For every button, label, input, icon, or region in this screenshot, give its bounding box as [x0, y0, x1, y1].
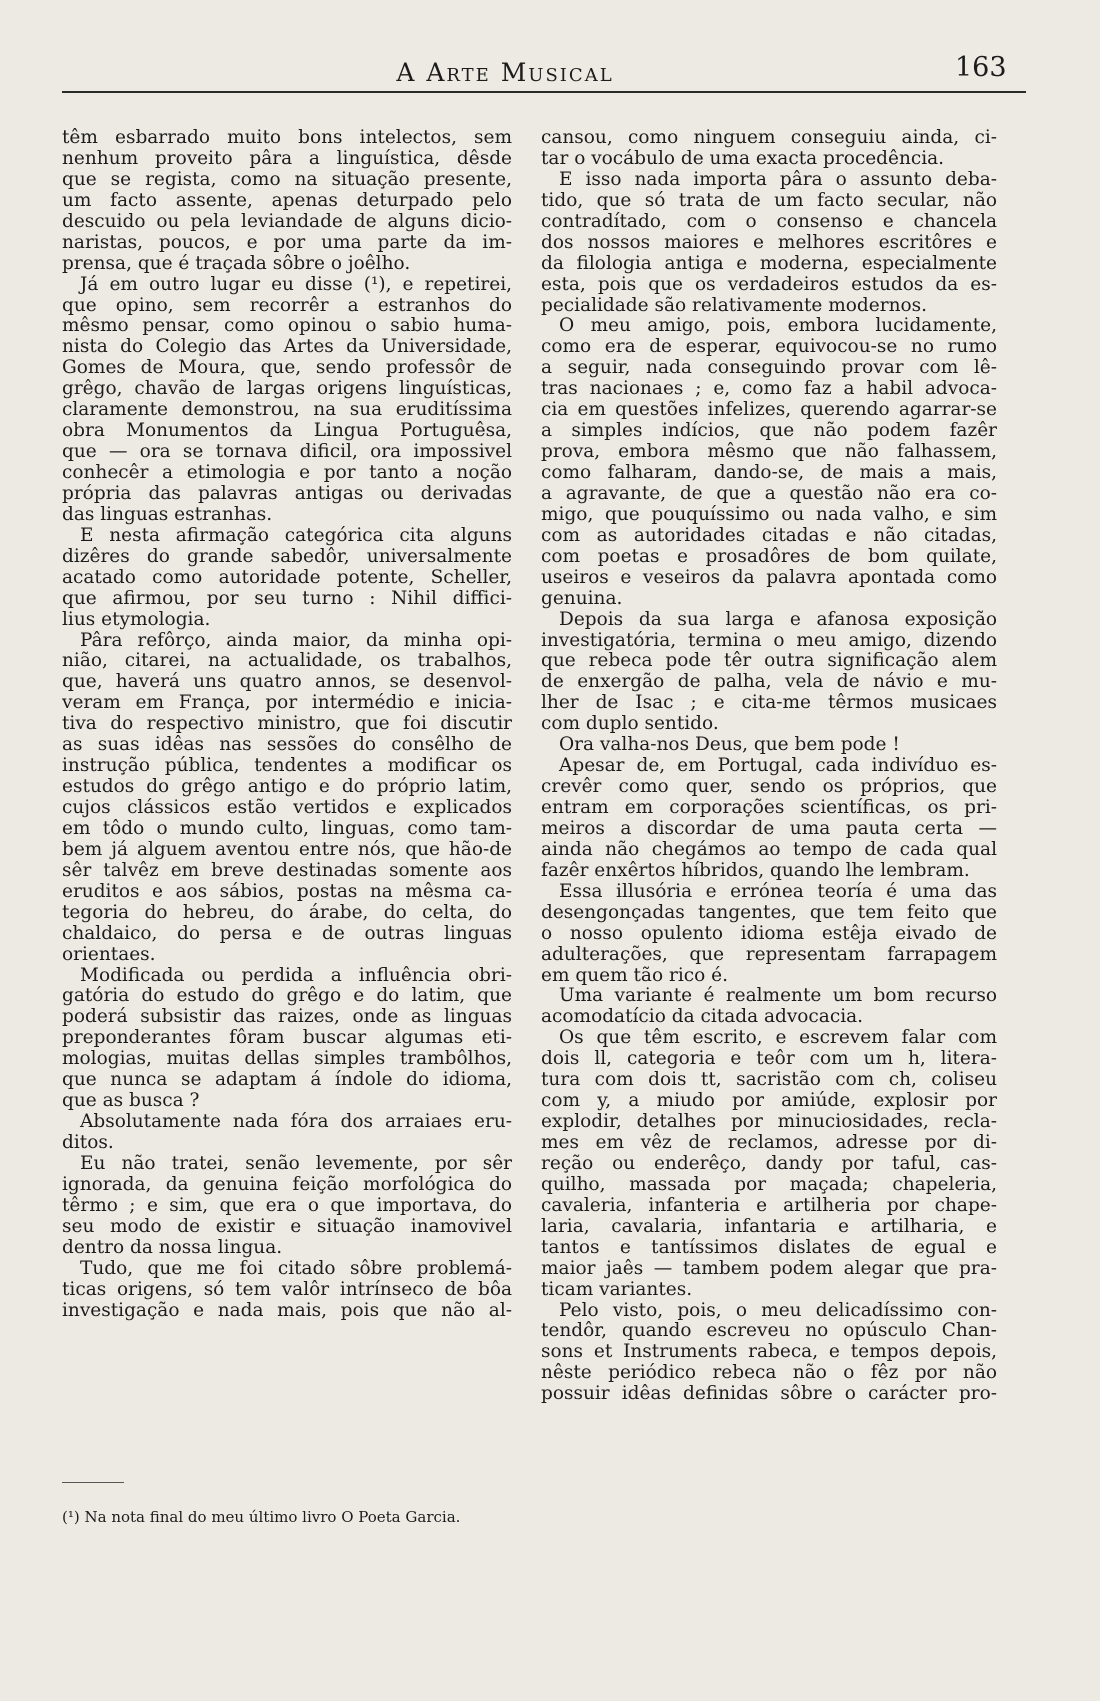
text-line: investigação e nada mais, pois que não al- — [62, 1300, 512, 1321]
text-line: dizêres do grande sabedôr, universalmente — [62, 546, 512, 567]
text-line: mologias, muitas dellas simples trambôlhos, — [62, 1049, 512, 1070]
text-line: crevêr como quer, sendo os próprios, que — [541, 777, 997, 798]
header-rule — [62, 91, 1026, 93]
text-line: com duplo sentido. — [541, 714, 719, 735]
text-line: prova, embora mêsmo que não falhassem, — [541, 442, 997, 463]
text-line: Ora valha-nos Deus, que bem pode ! — [559, 735, 900, 756]
text-line: esta, pois que os verdadeiros estudos da es- — [541, 274, 997, 295]
text-line: tegoria do hebreu, do árabe, do celta, do — [62, 902, 512, 923]
text-line: a simples indícios, que não podem fazêr — [541, 421, 997, 442]
page-number: 163 — [955, 52, 1007, 83]
text-line: Gomes de Moura, que, sendo professôr de — [62, 358, 512, 379]
text-line: pecialidade são relativamente modernos. — [541, 295, 927, 316]
text-line: lius etymologia. — [62, 609, 211, 630]
text-line: o nosso opulento idioma estêja eivado de — [541, 923, 997, 944]
text-line: useiros e veseiros da palavra apontada como — [541, 567, 997, 588]
text-line: que nunca se adaptam á índole do idioma, — [62, 1070, 512, 1091]
text-line: chaldaico, do persa e de outras linguas — [62, 923, 512, 944]
text-line: tras nacionaes ; e, como faz a habil advoca- — [541, 379, 997, 400]
text-line: ticas origens, só tem valôr intrínseco de bôa — [62, 1279, 512, 1300]
text-line: ticam variantes. — [541, 1279, 693, 1300]
text-line: que — ora se tornava dificil, ora impossivel — [62, 442, 512, 463]
text-line: Pâra refôrço, ainda maior, da minha opi- — [80, 630, 512, 651]
text-line: preponderantes fôram buscar algumas eti- — [62, 1028, 512, 1049]
text-line: estudos do grêgo antigo e do próprio latim, — [62, 777, 512, 798]
text-line: descuido ou pela leviandade de alguns dicio- — [62, 211, 512, 232]
text-line: Depois da sua larga e afanosa exposição — [559, 609, 997, 630]
text-line: das linguas estranhas. — [62, 504, 273, 525]
text-line: Tudo, que me foi citado sôbre problemá- — [80, 1258, 512, 1279]
text-line: a agravante, de que a questão não era co- — [541, 483, 997, 504]
text-line: lher de Isac ; e cita-me têrmos musicaes — [541, 693, 997, 714]
text-line: mes em vêz de reclamos, adresse por di- — [541, 1133, 997, 1153]
text-line: própria das palavras antigas ou derivadas — [62, 483, 512, 504]
footnote-rule — [62, 1482, 124, 1483]
text-line: Essa illusória e errónea teoría é uma das — [559, 881, 997, 902]
text-line: tura com dois tt, sacristão com ch, coliseu — [541, 1070, 997, 1091]
text-line: ditos. — [62, 1133, 114, 1153]
text-line: obra Monumentos da Lingua Portuguêsa, — [62, 421, 512, 442]
text-line: conhecêr a etimologia e por tanto a noção — [62, 463, 512, 483]
text-line: nista do Colegio das Artes da Universidade, — [62, 337, 512, 358]
text-line: cavaleria, infanteria e artilheria por chape- — [541, 1195, 997, 1216]
text-line: dentro da nossa lingua. — [62, 1237, 283, 1258]
text-line: poderá subsistir das raizes, onde as linguas — [62, 1007, 512, 1028]
text-line: cujos clássicos estão vertidos e explicados — [62, 798, 512, 818]
text-line: cansou, como ninguem conseguiu ainda, ci- — [541, 128, 997, 148]
text-line: tantos e tantíssimos dislates de egual e — [541, 1237, 997, 1258]
text-line: em tôdo o mundo culto, linguas, como tam- — [62, 818, 512, 839]
text-line: Os que têm escrito, e escrevem falar com — [559, 1028, 997, 1049]
text-line: que afirmou, por seu turno : Nihil diffici- — [62, 588, 512, 609]
text-line: quilho, massada por maçada; chapeleria, — [541, 1174, 997, 1195]
text-line: investigatória, termina o meu amigo, dizendo — [541, 630, 997, 651]
text-line: adulterações, que representam farrapagem — [541, 944, 997, 965]
text-line: tendôr, quando escreveu no opúsculo Chan- — [541, 1321, 997, 1342]
text-line: explodir, detalhes por minuciosidades, recla- — [541, 1112, 997, 1133]
text-line: orientaes. — [62, 944, 156, 965]
text-line: seu modo de existir e situação inamovivel — [62, 1216, 512, 1237]
text-line: instrução pública, tendentes a modificar os — [62, 756, 512, 777]
text-line: da filologia antiga e moderna, especialmente — [541, 253, 997, 274]
text-line: prensa, que é traçada sôbre o joêlho. — [62, 253, 411, 274]
text-line: com as autoridades citadas e não citadas, — [541, 525, 997, 546]
text-line: têm esbarrado muito bons intelectos, sem — [62, 128, 512, 148]
text-line: genuina. — [541, 588, 623, 609]
footnote: (¹) Na nota final do meu último livro O Poeta Garcia. — [62, 1508, 461, 1526]
text-line: E nesta afirmação categórica cita alguns — [80, 525, 512, 546]
text-line: dos nossos maiores e melhores escritôres e — [541, 232, 997, 253]
text-line: cia em questões infelizes, querendo agarrar-se — [541, 400, 997, 421]
text-line: ainda não chegámos ao tempo de cada qual — [541, 839, 997, 860]
text-line: fazêr enxêrtos híbridos, quando lhe lembram. — [541, 860, 970, 881]
text-line: que rebeca pode têr outra significação alem — [541, 651, 997, 672]
text-line: tido, que só trata de um facto secular, não — [541, 190, 997, 211]
text-line: Pelo visto, pois, o meu delicadíssimo con- — [559, 1300, 997, 1321]
text-line: reção ou enderêço, dandy por taful, cas- — [541, 1153, 997, 1174]
text-line: entram em corporações scientíficas, os pri- — [541, 798, 997, 818]
text-line: eruditos e aos sábios, postas na mêsma ca- — [62, 881, 512, 902]
text-line: dois ll, categoria e teôr com um h, litera- — [541, 1049, 997, 1070]
text-line: Uma variante é realmente um bom recurso — [559, 986, 997, 1007]
text-line: claramente demonstrou, na sua eruditíssima — [62, 400, 512, 421]
text-line: de enxergão de palha, vela de návio e mu- — [541, 672, 997, 693]
text-line: em quem tão rico é. — [541, 965, 728, 986]
text-line: desengonçadas tangentes, que tem feito que — [541, 902, 997, 923]
text-line: como era de esperar, equivocou-se no rumo — [541, 337, 997, 358]
text-line: nenhum proveito pâra a linguística, dêsde — [62, 148, 512, 169]
text-line: bem já alguem aventou entre nós, que hão-de — [62, 839, 512, 860]
text-line: veram em França, por intermédio e inicia- — [62, 693, 512, 714]
text-line: que as busca ? — [62, 1091, 200, 1112]
text-line: gatória do estudo do grêgo e do latim, que — [62, 986, 512, 1007]
text-line: nião, citarei, na actualidade, os trabalhos, — [62, 651, 512, 672]
text-line: Apesar de, em Portugal, cada indivíduo es- — [559, 756, 997, 777]
text-line: Absolutamente nada fóra dos arraiaes eru- — [80, 1112, 512, 1133]
running-header-title: A Arte Musical — [396, 58, 614, 87]
text-line: com poetas e prosadôres de bom quilate, — [541, 546, 997, 567]
text-line: que opino, sem recorrêr a estranhos do — [62, 295, 512, 316]
left-column — [62, 128, 512, 1321]
text-line: nêste periódico rebeca não o fêz por não — [541, 1363, 997, 1384]
text-line: Eu não tratei, senão levemente, por sêr — [80, 1153, 512, 1174]
text-line: com y, a miudo por amiúde, explosir por — [541, 1091, 997, 1112]
text-line: mêsmo pensar, como opinou o sabio huma- — [62, 316, 512, 337]
text-line: as suas idêas nas sessões do consêlho de — [62, 735, 512, 756]
text-line: Modificada ou perdida a influência obri- — [80, 965, 512, 986]
text-line: tar o vocábulo de uma exacta procedência. — [541, 148, 945, 169]
text-line: laria, cavalaria, infantaria e artilharia, e — [541, 1216, 997, 1237]
text-line: sons et Instruments rabeca, e tempos depois, — [541, 1342, 997, 1363]
text-line: Já em outro lugar eu disse (¹), e repetirei, — [80, 274, 512, 295]
text-line: que, haverá uns quatro annos, se desenvol- — [62, 672, 512, 693]
text-line: tiva do respectivo ministro, que foi discutir — [62, 714, 512, 735]
text-line: E isso nada importa pâra o assunto deba- — [559, 169, 997, 190]
text-line: naristas, poucos, e por uma parte da im- — [62, 232, 512, 253]
text-line: meiros a discordar de uma pauta certa — — [541, 818, 997, 839]
text-line: possuir idêas definidas sôbre o carácter pro- — [541, 1384, 997, 1405]
text-line: têrmo ; e sim, que era o que importava, do — [62, 1195, 512, 1216]
right-column — [541, 128, 997, 1405]
text-line: um facto assente, apenas deturpado pelo — [62, 190, 512, 211]
text-line: maior jaês — tambem podem alegar que pra- — [541, 1258, 997, 1279]
text-line: a seguir, nada conseguindo provar com lê- — [541, 358, 997, 379]
text-line: acomodatício da citada advocacia. — [541, 1007, 864, 1028]
text-line: grêgo, chavão de largas origens linguísticas, — [62, 379, 512, 400]
text-line: como falharam, dando-se, de mais a mais, — [541, 463, 997, 483]
text-line: que se regista, como na situação presente, — [62, 169, 512, 190]
text-line: sêr talvêz em breve destinadas somente aos — [62, 860, 512, 881]
text-line: migo, que pouquíssimo ou nada valho, e sim — [541, 504, 997, 525]
text-line: O meu amigo, pois, embora lucidamente, — [559, 316, 997, 337]
text-line: acatado como autoridade potente, Scheller, — [62, 567, 512, 588]
text-line: contradítado, com o consenso e chancela — [541, 211, 997, 232]
text-line: ignorada, da genuina feição morfológica do — [62, 1174, 512, 1195]
